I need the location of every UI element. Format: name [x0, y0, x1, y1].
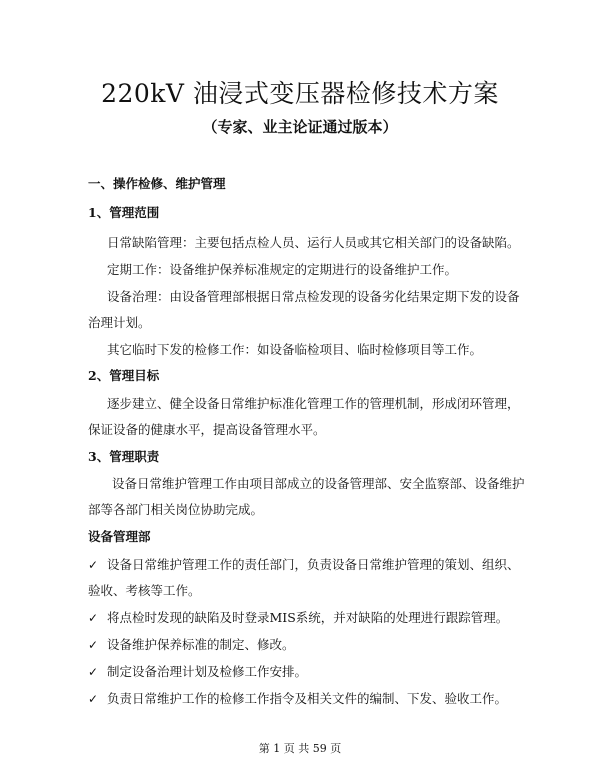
scope-line: 治理计划。	[88, 315, 151, 330]
document-title: 220kV 油浸式变压器检修技术方案	[101, 79, 499, 108]
dept-item: 将点检时发现的缺陷及时登录MIS系统，并对缺陷的处理进行跟踪管理。	[107, 610, 509, 625]
dept-item: 设备日常维护管理工作的责任部门，负责设备日常维护管理的策划、组织、	[107, 557, 520, 572]
dept-item: 设备维护保养标准的制定、修改。	[107, 637, 295, 652]
duty-heading: 3、管理职责	[88, 449, 160, 464]
dept-item: 制定设备治理计划及检修工作安排。	[107, 664, 308, 679]
scope-heading: 1、管理范围	[88, 205, 160, 220]
dept-item: 验收、考核等工作。	[88, 583, 201, 598]
goal-line: 逐步建立、健全设备日常维护标准化管理工作的管理机制，形成闭环管理，	[107, 396, 520, 411]
checkmark-icon: ✓	[88, 692, 99, 706]
duty-line: 部等各部门相关岗位协助完成。	[88, 502, 264, 517]
scope-line: 设备治理：由设备管理部根据日常点检发现的设备劣化结果定期下发的设备	[107, 289, 520, 304]
dept-heading: 设备管理部	[88, 529, 151, 544]
page-number: 第 1 页 共 59 页	[258, 742, 342, 755]
checkmark-icon: ✓	[88, 558, 99, 572]
goal-heading: 2、管理目标	[88, 368, 160, 383]
checkmark-icon: ✓	[88, 611, 99, 625]
goal-line: 保证设备的健康水平，提高设备管理水平。	[88, 422, 326, 437]
scope-line: 其它临时下发的检修工作：如设备临检项目、临时检修项目等工作。	[107, 342, 483, 357]
checkmark-icon: ✓	[88, 638, 99, 652]
scope-line: 定期工作：设备维护保养标准规定的定期进行的设备维护工作。	[107, 262, 458, 277]
document-subtitle: （专家、业主论证通过版本）	[202, 118, 398, 136]
section-heading: 一、操作检修、维护管理	[88, 176, 226, 191]
checkmark-icon: ✓	[88, 665, 99, 679]
duty-line: 设备日常维护管理工作由项目部成立的设备管理部、安全监察部、设备维护	[112, 476, 525, 491]
dept-item: 负责日常维护工作的检修工作指令及相关文件的编制、下发、验收工作。	[107, 691, 508, 706]
scope-line: 日常缺陷管理：主要包括点检人员、运行人员或其它相关部门的设备缺陷。	[107, 235, 520, 250]
